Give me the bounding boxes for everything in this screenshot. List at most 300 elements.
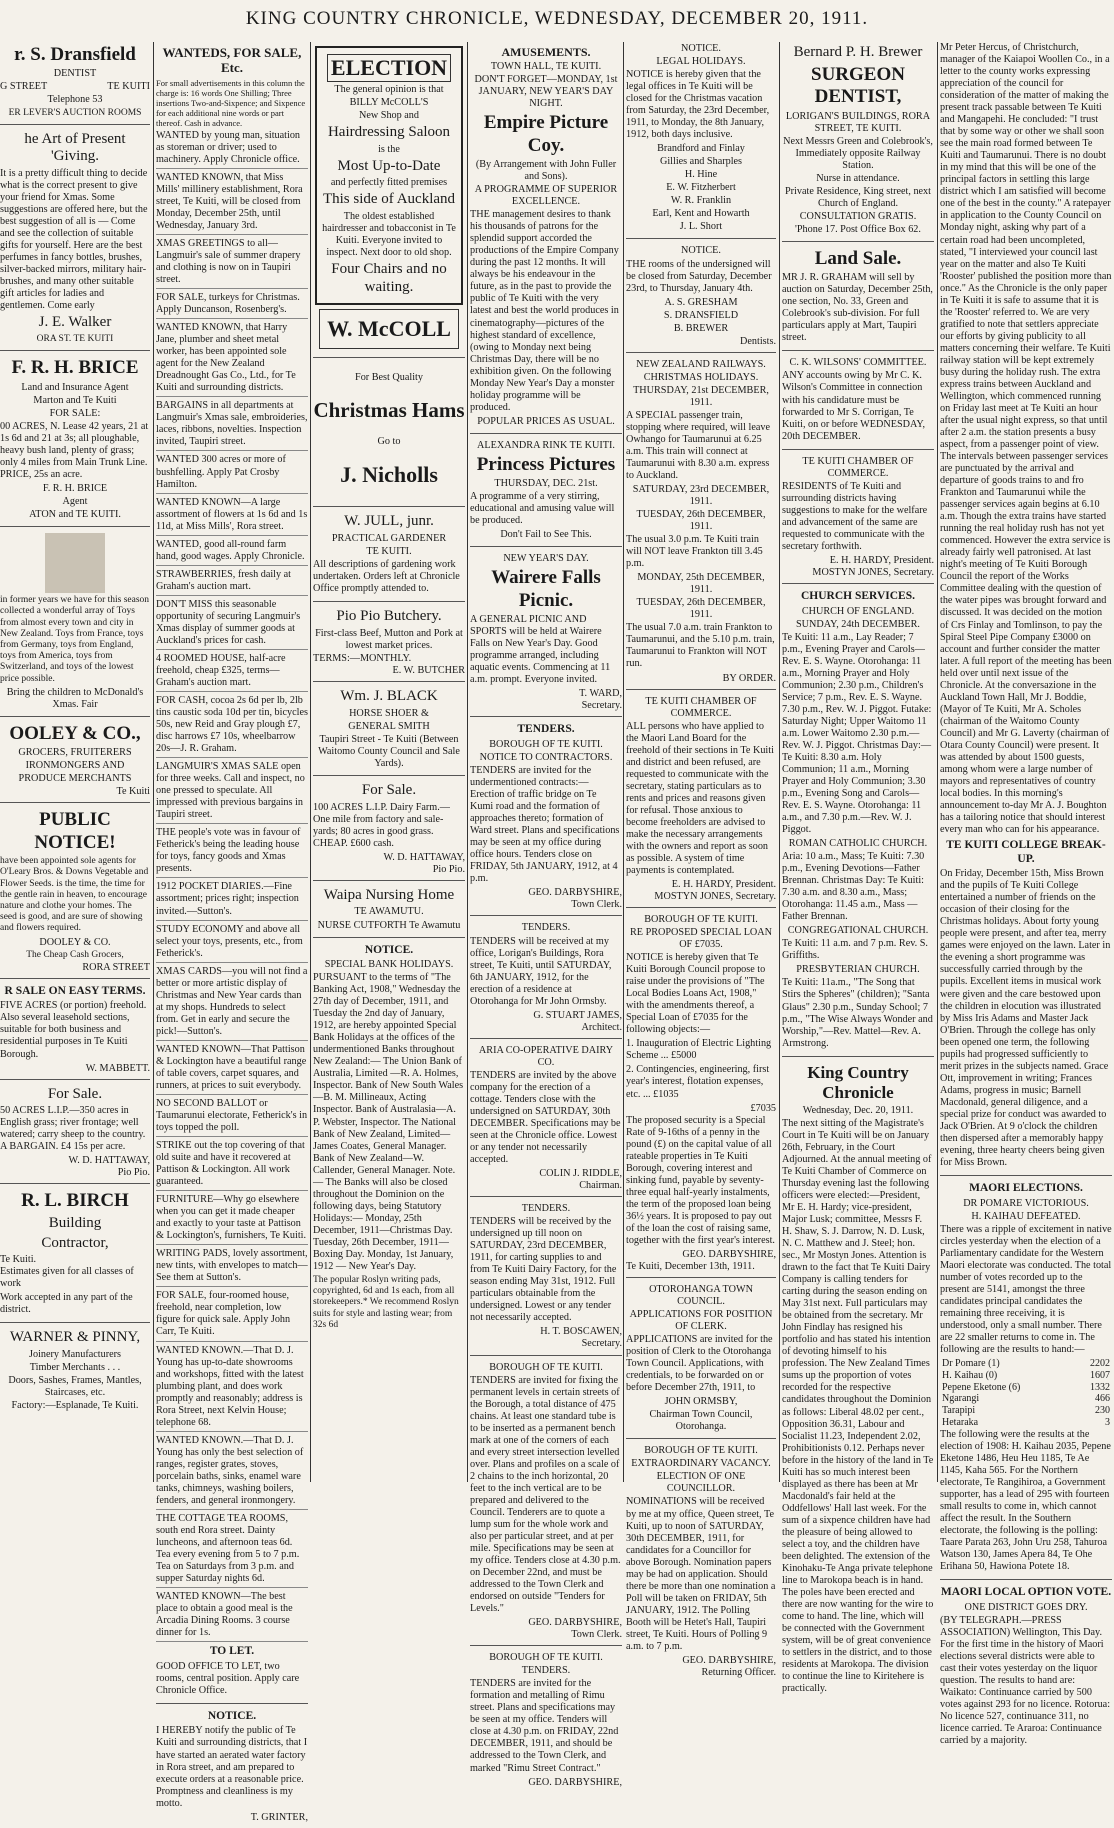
ad-subheading: Marton and Te Kuiti xyxy=(33,394,117,406)
ad-body: TENDERS will be received at my office, Lorigan's Buildings, Rora street, Te Kuiti, until SATURDAY, 6th JANUARY, 1912, for the erection of a residence at Otorohanga for Mr John Ormsby. xyxy=(470,935,612,1007)
ad-subheading: Timber Merchants . . . xyxy=(29,1362,121,1374)
ad-line: The general opinion is that xyxy=(334,83,444,95)
classified-ad: STRIKE out the top covering of that old suite and have it recovered at Pattison & Lockington. All work guaranteed. xyxy=(156,1140,308,1191)
ad-line: Four Chairs and no waiting. xyxy=(331,261,447,295)
ad-body: NOTICE is hereby given that the legal offices in Te Kuiti will be closed for the Christmas vacation from Saturday, the 23rd December, 1911, to Monday, the 8th January, 1912, both days inclusive. xyxy=(626,69,770,141)
ad-heading: Bernard P. H. Brewer xyxy=(793,44,923,60)
ad-line: CONSULTATION GRATIS. xyxy=(799,210,917,222)
ad-line: is the xyxy=(378,143,400,155)
ad-signature: COLIN J. RIDDLE, xyxy=(539,1168,622,1180)
event-date: THURSDAY, 21st DECEMBER, 1911. xyxy=(633,384,769,408)
classified-ad: BARGAINS in all departments at Langmuir's Xmas sale, embroideries, laces, ribbons, novelties. Inspection invited, Taupiri street. xyxy=(156,400,308,451)
for-sale-ad xyxy=(313,782,465,881)
classified-ad: WANTED KNOWN—The best place to obtain a good meal is the Arcadia Dining Rooms. 3 course dinner for 1s. xyxy=(156,1591,308,1642)
column-rule xyxy=(937,42,938,1482)
ad-heading: BOROUGH OF TE KUITI. xyxy=(644,1445,758,1457)
venue: TOWN HALL, TE KUITI. xyxy=(490,61,602,73)
wilson-committee-notice xyxy=(782,357,934,449)
ad-heading: he Art of Present 'Giving. xyxy=(24,130,126,165)
ad-body: 100 ACRES L.I.P. Dairy Farm.—One mile from factory and sale-yards; 80 acres in good grass. CHEAP. £600 cash. xyxy=(313,801,450,849)
to-let-ad xyxy=(156,1645,308,1704)
ad-address: LORIGAN'S BUILDINGS, RORA STREET, TE KUITI. xyxy=(785,110,931,134)
ad-signature: W. D. HATTAWAY, xyxy=(68,1155,150,1167)
ad-body: RESIDENTS of Te Kuiti and surrounding districts having suggestions to make for the welfare and advancement of the same are requested to communicate with the secretary forthwith. xyxy=(782,480,928,552)
ad-signature: MOSTYN JONES, Secretary. xyxy=(812,566,934,578)
signatory-name: Brandford and Finlay xyxy=(657,143,745,155)
ad-body: GOOD OFFICE TO LET, two rooms, central position. Apply care Chronicle Office. xyxy=(156,1660,300,1696)
article-body: On Friday, December 15th, Miss Brown and the pupils of Te Kuiti College entertained a number of friends on the occasion of their closing for the Christmas holidays. About forty young people were present, and after tea, merry games were enjoyed on the lawn. Later in the evening a short programme was successfully carried through by the pupils. Excellent items in musical work were given and the care bestowed upon the children in elocution was illustrated by Miss Iris Adams and Master Jack O'Brien. Through the college has only been opened one term, the following pupils had progressed sufficiently to merit prizes in the subjects named. Grace Ott, improvement in writing; Frances Adams, progress in music; Barnell Macdonald, general diligence, and a special prize for conduct was awarded to Jack O'Brien. At 9 o'clock the children then dispersed after a memorably happy evening, three hearty cheers being given for Miss Brown. xyxy=(940,868,1111,1168)
classified-ad: DON'T MISS this seasonable opportunity of securing Langmuir's Xmas display of summer goods at Auckland's prices for cash. xyxy=(156,599,308,650)
dooley-ad xyxy=(0,723,150,804)
article-heading: MAORI LOCAL OPTION VOTE. xyxy=(940,1586,1112,1599)
classified-ad: 4 ROOMED HOUSE, half-acre freehold, cheap £325, terms—Graham's auction mart. xyxy=(156,653,308,692)
ad-heading: ELECTION xyxy=(327,54,451,82)
editorial xyxy=(782,1063,934,1702)
ad-body: PURSUANT to the terms of "The Banking Act, 1908," Wednesday the 27th day of December, 1911, and Tuesday the 2nd day of January, 1912, are hereby appointed Special Bank Holidays at the offices of the undermentioned Banks throughout New Zealand:— The Union Bank of Australia, Limited —R. A. Holmes, Inspector. Bank of New South Wales—B. M. Millineaux, Acting Inspector. Bank of Australasia—A. P. Webster, Inspector. The National Bank of New Zealand, Limited—James Coates, General Manager. Bank of New Zealand—W. Callender, General Manager. Note.— The Banks will also be closed throughout the Dominion on the following days, being Statutory Holidays:— Monday, 25th December, 1911—Christmas Day. Tuesday, 26th December, 1911—Boxing Day. Monday, 1st January, 1912 — New Year's Day. xyxy=(313,972,464,1272)
classified-ad: WANTED KNOWN—A large assortment of flowers at 1s 6d and 1s 11d, at Miss Mills', Rora street. xyxy=(156,497,308,536)
grinter-notice xyxy=(156,1710,308,1828)
ad-heading: R SALE ON EASY TERMS. xyxy=(4,984,146,997)
ad-prices: POPULAR PRICES AS USUAL. xyxy=(477,415,615,427)
ad-heading: NOTICE. xyxy=(681,245,721,257)
ad-subheading: SURGEON DENTIST, xyxy=(811,63,905,108)
ad-address: RORA STREET xyxy=(82,961,150,973)
ad-signature: JOHN ORMSBY, xyxy=(664,1396,738,1408)
ad-body: have been appointed sole agents for O'Leary Bros. & Downs Vegetable and Flower Seeds. is the time, the time for the gentle rain in heaven, to encourage nature and clothe your homes. The seed is good, and are sure of showing and flowers required. xyxy=(0,856,149,934)
column-7 xyxy=(940,42,1112,1746)
ad-body: All descriptions of gardening work undertaken. Orders left at Chronicle Office promptly attended to. xyxy=(313,559,460,595)
ad-heading: Christmas Hams xyxy=(313,397,465,422)
candidate-name: Hetaraka xyxy=(942,1416,979,1428)
ad-subheading: Joinery Manufacturers xyxy=(29,1349,121,1361)
ad-body: It is a pretty difficult thing to decide what is the correct present to give your friend for Xmas. Some suggestions are offered here, but the best suggestion of all is — Come and see the collection of suitable gifts for yourself. Here are the best perfumes in fancy bottles, brushes, silver-backed mirrors, military hair-brushes, and many other suitable gift articles for ladies and gentlemen. Come early xyxy=(0,168,148,312)
column-5 xyxy=(626,42,776,1678)
ad-body: A GENERAL PICNIC AND SPORTS will be held at Wairere Falls on New Year's Day. Good programme arranged, including aquatic events. Commencing at 11 a.m. prompt. Everyone invited. xyxy=(470,614,611,686)
column-rule xyxy=(623,42,624,1482)
ad-body: TENDERS are invited for fixing the permanent levels in certain streets of the Borough, a total distance of 475 chains. At least one standard tube is to be inserted as a permanent bench mark at one of the corners of each and every street intersection levelled over. Plans and profiles on a scale of 2 chains to the inch horizontal, 20 feet to the inch vertical are to be prepared and delivered to the Council. Tenderers are to quote a lump sum for the whole work and also per particular street, and at per mile. Specifications may be seen at my office. Tenders close at 4.30 p.m. on December 22nd, and must be addressed to the Town Clerk and endorsed on outside "Tenders for Levels." xyxy=(470,1374,621,1615)
loan-item: 2. Contingencies, engineering, first year's interest, flotation expenses, etc. ... £1035 xyxy=(626,1064,770,1100)
jull-ad xyxy=(313,513,465,602)
event-date: THURSDAY, DEC. 21st. xyxy=(494,478,598,490)
ad-location: Te Kuiti. xyxy=(0,1254,37,1266)
ad-heading: Pio Pio Butchery. xyxy=(336,608,442,625)
ad-body: THE management desires to thank his thousands of patrons for the splendid support accorded the productions of the Empire Company during the past 12 months. It will always be his endeavour in the future, as in the past to provide the public of Te Kuiti with the very latest and best the world produces in cinematography—pictures of the highest standard of excellence, (owing to Monday next being Christmas Day, there will be no exhibition given. On the following Monday New Year's Day a monster holiday programme will be produced. xyxy=(470,209,619,413)
maori-elections-article xyxy=(940,1182,1112,1580)
ad-role: Dentists. xyxy=(740,335,776,347)
ad-body: THE rooms of the undersigned will be closed from Saturday, December 23rd, to Thursday, January 4th. xyxy=(626,258,772,294)
ad-heading: C. K. WILSONS' COMMITTEE. xyxy=(789,357,927,369)
ad-heading: R. L. BIRCH xyxy=(21,1190,129,1212)
ad-heading: Land Sale. xyxy=(814,247,902,269)
church-services xyxy=(782,590,934,1057)
ad-signature: E. H. HARDY, President. xyxy=(829,554,934,566)
ad-line: Private Residence, King street, next Church of England. xyxy=(785,185,931,209)
candidate-name: Tarapipi xyxy=(942,1405,976,1417)
ad-body: ALL persons who have applied to the Maori Land Board for the freehold of their sections in Te Kuiti and district and been refused, are requested to communicate with the secretary, stating particulars as to rents and prices and reasons given for refusal. Those anxious to become freeholders are advised to make the necessary arrangements with the owners and report as soon as possible. A system of time payments is contemplated. xyxy=(626,720,774,876)
ad-signature: E. H. HARDY, President. xyxy=(671,879,776,890)
ad-body: Next Messrs Green and Colebrook's, Immediately opposite Railway Station. xyxy=(783,135,933,171)
ad-subheading: HORSE SHOER & xyxy=(349,707,429,719)
ad-heading: W. JULL, junr. xyxy=(344,513,434,530)
ad-body: 00 ACRES, N. Lease 42 years, 21 at 1s 6d and 21 at 3s; all ploughable, heavy bush land, plenty of grass; only 4 miles from Main Trunk Line. PRICE, 25s an acre. xyxy=(0,420,149,480)
ad-role: Chairman Town Council, Otorohanga. xyxy=(649,1409,753,1433)
ad-role: Returning Officer. xyxy=(701,1666,776,1678)
ad-location: Pio Pio. xyxy=(432,863,465,875)
classified-ad: WANTED KNOWN.—That D. J. Young has up-to-date showrooms and workshops, fitted with the latest plumbing plant, and does work promptly and reasonably; address is Rora Street, next Kelvin House; telephone 68. xyxy=(156,1345,308,1432)
ad-body: APPLICATIONS are invited for the position of Clerk to the Otorohanga Town Council. Applications, with credentials, to be forwarded on or before December 27th, 1911, to xyxy=(626,1334,773,1394)
college-article xyxy=(940,839,1112,1176)
dransfield-ad xyxy=(0,44,150,125)
special-loan-notice xyxy=(626,914,776,1278)
ad-signature: GEO. DARBYSHIRE, xyxy=(528,1776,622,1788)
ad-terms: TERMS:—MONTHLY. xyxy=(313,653,412,664)
ad-heading: F. R. H. BRICE xyxy=(11,357,139,379)
ad-subheading: A PROGRAMME OF SUPERIOR EXCELLENCE. xyxy=(474,184,618,208)
signatory-list xyxy=(626,297,776,335)
princess-pictures-ad xyxy=(470,440,622,548)
classified-ad: FOR SALE, four-roomed house, freehold, near completion, low figure for quick sale. Apply John Carr, Te Kuiti. xyxy=(156,1290,308,1341)
wairere-picnic-ad xyxy=(470,553,622,717)
ad-heading: BOROUGH OF TE KUITI. xyxy=(644,914,758,926)
classified-ad: FURNITURE—Why go elsewhere when you can get it made cheaper and exactly to your taste at Pattison & Lockington's, furnishers, Te Kuiti. xyxy=(156,1194,308,1245)
classified-ad: WANTED KNOWN.—That D. J. Young has only the best selection of ranges, register grates, stoves, porcelain baths, sinks, enamel ware tanks, chimneys, washing boilers, fenders, and general ironmongery. xyxy=(156,1435,308,1510)
ad-subheading: TENDERS. xyxy=(521,1665,571,1677)
ad-role: Architect. xyxy=(581,1021,622,1033)
article-heading: MAORI ELECTIONS. xyxy=(969,1181,1083,1194)
ad-subheading: NOTICE TO CONTRACTORS. xyxy=(479,752,613,764)
church-body: Aria: 10 a.m., Mass; Te Kuiti: 7.30 p.m., Evening Devotions—Father Brennan. Christmas Day: Te Kuiti: 7.30 a.m. and 8.30 a.m., Mass; Otorohanga: 11.45 a.m., Mass — Father Brennan. xyxy=(782,851,925,923)
ad-body: NOMINATIONS will be received by me at my office, Queen street, Te Kuiti, up to noon of SATURDAY, 30th DECEMBER, 1911, for candidates for a Councillor for above Borough. Nomination papers may be had on application. Should there be more than one nomination a Poll will be taken on FRIDAY, 5th JANUARY, 1912. The Polling Booth will be Hetet's Hall, Taupiri street, Te Kuiti. Hours of Polling 9 a.m. to 7 p.m. xyxy=(626,1496,776,1652)
ad-signature: GEO. DARBYSHIRE, xyxy=(528,1617,622,1629)
event-date: DON'T FORGET—MONDAY, 1st JANUARY, NEW YEAR'S DAY NIGHT. xyxy=(474,74,618,110)
signatory-name: A. S. GRESHAM xyxy=(664,296,738,308)
ad-date: Te Kuiti, December 13th, 1911. xyxy=(626,1260,755,1272)
ad-line: New Shop and xyxy=(359,110,419,122)
ad-footnote: The popular Roslyn writing pads, copyrighted, 6d and 1s each, from all storekeepers.* We recommend Roslyn suits for style and lasting wear; from 32s 6d xyxy=(313,1274,459,1330)
ad-subheading: (By Arrangement with John Fuller and Sons). xyxy=(475,159,617,183)
vote-count: 466 xyxy=(1095,1393,1110,1405)
brewer-ad xyxy=(782,44,934,242)
for-sale-ad xyxy=(0,1086,150,1185)
ad-heading: NOTICE. xyxy=(364,943,414,956)
column-4 xyxy=(470,42,622,1788)
ad-role: Town Clerk. xyxy=(571,1629,622,1641)
vacancy-notice xyxy=(626,1445,776,1683)
ad-location: Te Kuiti xyxy=(116,786,150,798)
ad-subheading: Building xyxy=(48,1214,102,1231)
chamber-commerce-notice xyxy=(782,456,934,584)
news-body: Mr Peter Hercus, of Christchurch, manager of the Kaiapoi Woollen Co., in a letter to the county works expressing appreciation of the council for consideration of the matter of making the present track passable between Te Kuiti and Mangapehi. He concluded: "I trust that by some way or other we shall soon see the main road formed between Te Kuiti and Taumarunui. There is no doubt in my mind that this will be one of the principal factors in settling this large district which I am satisfied will become one of the best in the county." A ratepayer in application to the County Council on Monday night, asking why part of a certain road had been uncompleted, stated, "I interviewed your council last year on the matter and also Te Kuiti 'Rooster' published the position more than once." As the Chronicle is the only paper in Te Kuiti it is safe to assume that it is the 'Rooster' referred to. We are very gratified to note that settlers appreciate our efforts by giving publicity to all matters concerning their welfare. Te Kuiti railway station will be kept extremely busy during the holiday rush. The extra express trains between Auckland and Wellington, which commenced running on Friday last meet at Te Kuiti an hour after the usual night express, so that until after 2 a.m. the station presents a busy aspect, from a passenger point of view. The intervals between passenger services are punctuated by the arrival and departure of goods trains to and fro Frankton and Taumarunui while the passenger services again begins at 6.10 a.m. Though the extra trains have started running the real holiday rush has not yet commenced. However the extra service is already fairly well patronised. At last night's meeting of Te Kuiti Borough Council the report of the Works Committee dealing with the question of the water pipes was brought forward and discussed. It was decided on the motion of Crs Finlay and Tomlinson, to pay the Spiral Steel Pipe Company £3000 on account and further consider the matter later. A full report of the meeting has been held over until next issue of the Chronicle. At the conversazione in the Auckland Town Hall, Mr J. Boddie, (Mayor of Te Kuiti, Mr A. Scholes (chairman of the Waitomo County Council) and Mr G. Laverty (chairman of Otara County Council) were present. It was attended by about 1500 guests, among whom were a large number of mayors and representatives of country local bodies. In this morning's announcement to-day Mr A. J. Boughton has a tailoring notice that should interest every man who can for his appearance. xyxy=(940,42,1112,836)
ad-heading: WARNER & PINNY, xyxy=(9,1329,141,1346)
contractors-notice xyxy=(470,739,622,916)
ad-body: Estimates given for all classes of work xyxy=(0,1266,134,1290)
ad-signature: T. WARD, xyxy=(579,688,622,700)
ad-role: Secretary. xyxy=(581,700,622,712)
ad-subheading: SPECIAL BANK HOLIDAYS. xyxy=(324,959,454,971)
table-row xyxy=(940,1370,1112,1382)
signatory-name: Earl, Kent and Howarth xyxy=(652,208,750,220)
rimu-street-tender xyxy=(470,1652,622,1792)
ad-heading: For Sale. xyxy=(361,781,417,798)
ad-line: Go to xyxy=(377,436,401,448)
ad-heading: TENDERS. xyxy=(521,922,571,934)
ad-signature: J. E. Walker xyxy=(38,314,112,331)
ad-role: Chairman. xyxy=(579,1180,622,1192)
column-3 xyxy=(313,42,465,1482)
church-body: Te Kuiti: 11a.m., "The Song that Stirs the Spheres" (children); "Santa Glaus" 2.30 p.m., Sunday School; 7 p.m., "The Wise Always Wonder and Worship,"—Rev. Mattel—Rev. A. Armstrong. xyxy=(782,977,933,1049)
vote-count: 1332 xyxy=(1090,1381,1110,1393)
bank-holidays-notice xyxy=(313,944,465,1337)
local-option-article xyxy=(940,1586,1112,1753)
ad-signature: G. STUART JAMES, xyxy=(533,1009,622,1021)
article-body: There was a ripple of excitement in native circles yesterday when the election of a Parliamentary candidate for the Western Maori electorate was conducted. The total number of votes recorded up to the present are 5141, amongst the three candidates principal candidates the remaining three receiving, it is understood, only a small number. There are 22 smaller returns to come in. The following are the results to hand:— xyxy=(940,1223,1112,1355)
ad-body: I HEREBY notify the public of Te Kuiti and surrounding districts, that I have started an aerated water factory in Rora street, and am prepared to execute orders at a reasonable price. Promptness and cleanliness is my motto. xyxy=(156,1725,308,1809)
ad-signature: GEO. DARBYSHIRE, xyxy=(682,1654,776,1666)
classified-ad: STUDY ECONOMY and above all select your toys, presents, etc., from Fetherick's. xyxy=(156,924,308,963)
ad-subheading: PRACTICAL GARDENER xyxy=(331,533,447,545)
ad-body: Doors, Sashes, Frames, Mantles, Staircases, etc. xyxy=(8,1375,142,1399)
classified-ad: WANTED KNOWN, that Miss Mills' millinery establishment, Rora street, Te Kuiti, will be closed from Monday, December 25th, until Wednesday, January 3rd. xyxy=(156,172,308,235)
mccoll-ad xyxy=(313,309,465,358)
ad-telephone: Telephone 53 xyxy=(47,94,103,106)
ad-note: ER LEVER'S AUCTION ROOMS xyxy=(8,107,142,118)
column-rule xyxy=(153,42,154,1482)
column-rule xyxy=(779,42,780,1482)
ad-body: 50 ACRES L.I.P.—350 acres in English grass; river frontage; well watered; carry sheep to the country. A BARGAIN. £4 15s per acre. xyxy=(0,1105,146,1153)
ad-heading: Wairere Falls Picnic. xyxy=(491,567,601,611)
ad-location: Pio Pio. xyxy=(117,1167,150,1179)
ad-signature: BY ORDER. xyxy=(722,672,776,684)
legal-holidays-notice xyxy=(626,43,776,239)
candidate-name: H. Kaihau (0) xyxy=(942,1369,998,1381)
land-sale-ad xyxy=(782,248,934,352)
signatory-name: H. Hine xyxy=(684,169,718,181)
ad-heading: TENDERS. xyxy=(521,1203,571,1215)
ad-body: FIVE ACRES (or portion) freehold. Also several leasehold sections, suitable for both business and residential purposes in Te Kuiti Borough. xyxy=(0,1000,147,1060)
ad-heading: BOROUGH OF TE KUITI. xyxy=(489,739,603,751)
ad-signature: GEO. DARBYSHIRE, xyxy=(528,887,622,899)
ad-signature: DOOLEY & CO. xyxy=(39,936,111,948)
santa-illustration xyxy=(45,533,105,593)
ad-subheading: APPLICATIONS FOR POSITION OF CLERK. xyxy=(629,1309,773,1333)
loan-total: £7035 xyxy=(750,1102,776,1114)
ad-body: The usual 7.0 a.m. train Frankton to Taumarunui, and the 5.10 p.m. train, Taumarunui to Frankton will NOT run. xyxy=(626,622,775,670)
column-1 xyxy=(0,42,150,1482)
article-body: (BY TELEGRAPH.—PRESS ASSOCIATION) Wellington, This Day. For the first time in the history of Maori elections several districts were able to cast their votes yesterday on the liquor question. The results to hand are: Waikato: Continuance carried by 500 votes against 293 for no licence. Rotorua: No licence 527, continuance 311, no licence carried. Te Araroa: Continuance carried by a majority. xyxy=(940,1614,1111,1746)
candidate-name: Ngarangi xyxy=(942,1393,980,1405)
column-2 xyxy=(156,42,308,1823)
event-date: TUESDAY, 26th DECEMBER, 1911. xyxy=(636,509,766,533)
signatory-name: B. BREWER xyxy=(673,322,729,334)
nicholls-ad xyxy=(313,372,465,508)
ad-subheading: The Cheap Cash Grocers, xyxy=(26,949,124,960)
ad-heading: BOROUGH OF TE KUITI. xyxy=(489,1652,603,1664)
xmas-fair-ad xyxy=(0,533,150,717)
classified-ad: THE COTTAGE TEA ROOMS, south end Rora street. Dainty luncheons, and afternoon teas 6d. Tea every evening from 5 to 7 p.m. Tea on Saturdays from 3 p.m. and supper Saturday nights 6d. xyxy=(156,1513,308,1588)
masthead: KING COUNTRY CHRONICLE, WEDNESDAY, DECEMBER 20, 1911. xyxy=(245,8,869,29)
ad-heading: NEW ZEALAND RAILWAYS. xyxy=(636,358,766,370)
ad-subheading: GROCERS, FRUITERERS xyxy=(18,747,132,759)
table-row xyxy=(940,1393,1112,1405)
table-row xyxy=(940,1417,1112,1429)
ad-signature: MOSTYN JONES, Secretary. xyxy=(654,891,776,903)
ad-subheading: IRONMONGERS AND xyxy=(25,760,125,772)
event-date: NEW YEAR'S DAY. xyxy=(503,553,589,565)
ad-body: Taupiri Street - Te Kuiti (Between Waitomo County Council and Sale Yards). xyxy=(318,733,460,769)
ad-heading: TE KUITI CHAMBER OF COMMERCE. xyxy=(802,455,914,479)
ad-address-street: G STREET xyxy=(0,81,48,93)
classified-ad: STRAWBERRIES, fresh daily at Graham's auction mart. xyxy=(156,569,308,596)
ad-address: Factory:—Esplanade, Te Kuiti. xyxy=(11,1400,139,1412)
ad-subheading: ELECTION OF ONE COUNCILLOR. xyxy=(656,1471,746,1495)
ad-body: TENDERS will be received by the undersigned up till noon on SATURDAY, 23rd DECEMBER, 1911, for carting supplies to and from Te Kuiti Dairy Factory, for the season ending May 31st, 1912. Full particulars obtainable from the undersigned. Lowest or any tender not necessarily accepted. xyxy=(470,1216,617,1324)
ad-subheading: CHRISTMAS HOLIDAYS. xyxy=(643,371,759,383)
classified-ad: XMAS GREETINGS to all—Langmuir's sale of summer drapery and clothing is now on in Taupiri street. xyxy=(156,238,308,289)
ad-line: BILLY McCOLL'S xyxy=(349,96,429,108)
ad-line: NURSE CUTFORTH Te Awamutu xyxy=(317,919,461,931)
ad-line: 'Phone 17. Post Office Box 62. xyxy=(795,223,921,235)
table-row xyxy=(940,1382,1112,1394)
ad-signature: J. Nicholls xyxy=(340,462,438,488)
ad-signature: E. W. BUTCHER xyxy=(392,665,465,677)
ad-body: First-class Beef, Mutton and Pork at lowest market prices. xyxy=(315,627,463,651)
ad-signature: T. GRINTER, xyxy=(250,1811,308,1823)
nursing-home-ad xyxy=(313,887,465,938)
article-heading: TE KUITI COLLEGE BREAK-UP. xyxy=(946,839,1106,865)
aria-dairy-tender xyxy=(470,1045,622,1197)
ad-subheading: LEGAL HOLIDAYS. xyxy=(656,56,746,68)
ad-heading: For Sale. xyxy=(47,1085,103,1102)
section-heading: CHURCH SERVICES. xyxy=(801,589,915,602)
otorohanga-council-notice xyxy=(626,1284,776,1439)
table-row xyxy=(940,1405,1112,1417)
ad-subheading: Contractor, xyxy=(41,1234,109,1251)
event-date: SATURDAY, 23rd DECEMBER, 1911. xyxy=(632,484,770,508)
piopio-butchery-ad xyxy=(313,608,465,682)
public-notice xyxy=(0,809,150,979)
ad-line: and perfectly fitted premises xyxy=(330,177,448,189)
signatory-name: Gillies and Sharples xyxy=(659,156,743,168)
vote-count: 230 xyxy=(1095,1405,1110,1417)
article-body: The following were the results at the election of 1908: H. Kaihau 2035, Pepene Eketone 1486, Heu Heu 1185, Te Ae 1145, Kaha 565. For the Northern electorate, Te Rangihiroa, a Government supporter, has a lead of 295 with fourteen small results to come in, which cannot affect the result. In the Southern electorate, the following is the polling: Taare Parata 263, John Uru 258, Tahuroa Watson 130, James Apera 84, Te Ohe Erihana 50, Hawiona Potete 18. xyxy=(940,1428,1111,1573)
ad-address xyxy=(0,81,150,93)
classified-ad: WANTED by young man, situation as storeman or driver; used to machinery. Apply Chronicle office. xyxy=(156,130,308,169)
ad-body: TENDERS are invited for the undermentioned contracts:— Erection of traffic bridge on Te Kumi road and the formation of approaches thereto; formation of Ward street. Plans and specifications may be seen at my office during office hours. Tenders close on FRIDAY, 5th JANUARY, 1912, at 4 p.m. xyxy=(470,765,620,885)
ad-body: The oldest established hairdresser and tobacconist in Te Kuiti. Everyone invited to inspect. Next door to old shop. xyxy=(322,211,456,259)
ad-heading: r. S. Dransfield xyxy=(14,44,136,65)
classified-ad: LANGMUIR'S XMAS SALE open for three weeks. Call and inspect, no one pressed to speculate. All impressed with previous bargains in Taupiri street. xyxy=(156,761,308,824)
ad-line: Most Up-to-Date xyxy=(337,157,441,174)
loan-item: 1. Inauguration of Electric Lighting Scheme ... £5000 xyxy=(626,1038,772,1062)
classified-ads-list xyxy=(156,130,308,1643)
signatory-name: J. L. Short xyxy=(679,221,723,233)
ad-heading: TE KUITI CHAMBER OF COMMERCE. xyxy=(645,695,757,719)
ad-location: TE AWAMUTU. xyxy=(354,906,424,918)
venue: ALEXANDRA RINK TE KUITI. xyxy=(477,439,615,451)
classifieds-header: WANTEDS, FOR SALE, Etc. xyxy=(162,45,302,76)
vote-count: 1607 xyxy=(1090,1369,1110,1381)
ad-body: The proposed security is a Special Rate of 9-16ths of a penny in the pound (£) on the capital value of all rateable properties in Te Kuiti Borough, covering interest and sinking fund, payable by seventy-three equal half-yearly instalments, the term of the proposed loan being 36½ years. It is proposed to pay out of the loan the cost of raising same, together with the first year's interest. xyxy=(626,1114,775,1246)
ad-body: NOTICE is hereby given that Te Kuiti Borough Council propose to raise under the provisions of "The Local Bodies Loans Act, 1908," with the amendments thereof, a Special Loan of £7035 for the following objects:— xyxy=(626,952,766,1036)
ad-heading: ARIA CO-OPERATIVE DAIRY CO. xyxy=(478,1044,614,1068)
ad-body: The usual 3.0 p.m. Te Kuiti train will NOT leave Frankton till 3.45 p.m. xyxy=(626,534,763,570)
ad-body: Work accepted in any part of the district. xyxy=(0,1292,133,1316)
church-body: Te Kuiti: 11 a.m. and 7 p.m. Rev. S. Griffiths. xyxy=(782,938,928,962)
ad-signature: W. D. HATTAWAY, xyxy=(383,851,465,863)
newspaper-nameplate: King Country Chronicle xyxy=(807,1062,909,1102)
ad-line: Nurse in attendance. xyxy=(816,172,900,184)
column-rule xyxy=(467,42,468,1482)
ad-heading: OOLEY & CO., xyxy=(9,722,141,744)
ad-signature: GEO. DARBYSHIRE, xyxy=(682,1248,776,1260)
ad-role: Agent xyxy=(62,496,88,508)
event-date: SUNDAY, 24th DECEMBER. xyxy=(796,618,920,630)
classified-ad: WANTED KNOWN, that Harry Jane, plumber and sheet metal worker, has been appointed sole agent for the New Zealand Dreadnought Gas Co., Ltd., for Te Kuiti and surrounding districts. xyxy=(156,322,308,397)
ad-address-town: TE KUITI xyxy=(107,81,150,93)
classifieds-intro: For small advertisements in this column the charge is: 16 words One Shilling; Three insertions Two-and-Sixpence; and Sixpence for each additional nine words or part thereof. Cash in advance. xyxy=(156,77,306,128)
election-ad xyxy=(315,46,463,305)
ad-line: This side of Auckland xyxy=(322,191,456,208)
ad-subheading: RE PROPOSED SPECIAL LOAN OF £7035. xyxy=(630,927,772,951)
ad-heading: W. McCOLL xyxy=(319,309,459,349)
ad-subheading: FOR SALE: xyxy=(49,407,101,419)
brice-ad xyxy=(0,357,150,527)
church-name: CONGREGATIONAL CHURCH. xyxy=(787,925,929,937)
event-date: MONDAY, 25th DECEMBER, 1911. xyxy=(637,572,765,596)
ad-subheading: EXTRAORDINARY VACANCY. xyxy=(631,1458,771,1470)
editorial-body: The next sitting of the Magistrate's Court in Te Kuiti will be on January 26th, February, in the Court Adjourned. At the annual meeting of Te Kuiti Chamber of Commerce on Thursday evening last the following officers were elected:—President, Mr E. H. Hardy; vice-president, Major Lusk; committee, Messrs F. H. Shaw, S. J. Darrow, N. D. Lusk, N. C. Matthew and J. Steel; hon. sec., Mr Mostyn Jones. Attention is drawn to the fact that Te Kuiti Dairy Company is calling tenders for carting during the season ending on May 31st next. Full particulars may be obtained from the secretary. Mr John Findlay has resigned his portfolio and has stated his intention of devoting himself to his profession. The New Zealand Times sums up the proportion of votes recorded for the respective candidates throughout the Dominion as follows: Liberal 48.02 per cent., Opposition 36.31, Labour and Socialist 11.23, Independent 2.02, Prohibitionists 0.12. Perhaps never before in the history of the land in Te Kuiti has so much interest been displayed as there has been at Mr Macdonald's fair held at the Oddfellows' Hall last week. For the sum of a sixpence children have had the pleasure of being allowed to select a toy, and the children have been delighted. The extension of the Kinohaku-Te Anga private telephone line to Marokopa beach is in hand. The poles have been erected and there are now wanting for the wire to come to hand. The line, which will be connected with the Government system, will be of great convenience to settlers in the district, and to those residents at Marokopa. The division to continue the line to Kiritehere is practically. xyxy=(782,1117,934,1695)
empire-pictures-ad xyxy=(470,112,622,434)
ad-heading: Wm. J. BLACK xyxy=(340,688,438,705)
ad-body: MR J. R. GRAHAM will sell by auction on Saturday, December 25th, one section, No. 33, Green and Colebrook's sub-division. For full particulars apply at Mart, Taupiri street. xyxy=(782,272,933,344)
ad-signature: H. T. BOSCAWEN, xyxy=(540,1326,622,1338)
classified-ad: FOR SALE, turkeys for Christmas. Apply Duncanson, Rosenberg's. xyxy=(156,292,308,319)
church-body: Te Kuiti: 11 a.m., Lay Reader; 7 p.m., Evening Prayer and Carols—Rev. E. S. Wayne. Otorohanga: 11 a.m., Morning Prayer and Holy Communion; 2.30 p.m., Children's Service; 7 p.m., Rev. E. S. Wayne. 7.30 p.m., Rev. W. J. Piggot. Futake: Saturday Night; Upper Waitomo 11 a.m. Lower Waitomo 2.30 p.m.—Rev. W. J. Piggot. Christmas Day:—Te Kuiti: 8.30 a.m. Holy Communion; 11 a.m., Morning Prayer and Holy Communion; 3.30 p.m., Evening Song and Carols—Rev. E. S. Wayne. Otorohanga: 11 a.m., and 7.30 p.m.—Rev. W. J. Piggot. xyxy=(782,631,932,836)
dentists-notice xyxy=(626,245,776,352)
classified-ad: 1912 POCKET DIARIES.—Fine assortment; prices right; inspection invited.—Sutton's. xyxy=(156,881,308,920)
ad-heading: PUBLIC NOTICE! xyxy=(34,809,116,853)
carting-tender xyxy=(470,1203,622,1355)
vote-count: 3 xyxy=(1105,1416,1110,1428)
column-rule xyxy=(310,42,311,1482)
ad-body: in former years we have for this season collected a wonderful array of Toys from almost every town and city in New Zealand. Toys from France, toys from Germany, toys from England, toys from America, toys from Switzerland, and toys of the lowest price possible. xyxy=(0,595,150,684)
church-name: CHURCH OF ENGLAND. xyxy=(801,605,915,617)
ad-tagline: Don't Fail to See This. xyxy=(500,529,592,541)
signatory-list xyxy=(626,143,776,233)
ad-heading: NOTICE. xyxy=(681,43,721,54)
ad-subheading: Land and Insurance Agent xyxy=(21,381,129,393)
candidate-name: Pepene Eketone (6) xyxy=(942,1381,1021,1393)
signatory-name: W. R. Franklin xyxy=(670,195,732,207)
ad-body: TENDERS are invited for the formation and metalling of Rimu street. Plans and specifications may be seen at my office. Tenders will close at 4.30 p.m. on FRIDAY, 22nd DECEMBER, 1911, and should be addressed to the Town Clerk, and marked "Rimu Street Contract." xyxy=(470,1678,619,1774)
classified-ad: THE people's vote was in favour of Fetherick's being the leading house for toys, fancy goods and Xmas presents. xyxy=(156,827,308,878)
ad-subheading: GENERAL SMITH xyxy=(348,720,430,732)
ad-address: ORA ST. TE KUITI xyxy=(36,334,114,345)
railways-notice xyxy=(626,359,776,690)
article-subheading: DR POMARE VICTORIOUS. xyxy=(963,1197,1089,1209)
chamber-commerce-notice xyxy=(626,696,776,909)
birch-ad xyxy=(0,1190,150,1323)
classified-ad: WANTED 300 acres or more of bushfelling. Apply Pat Crosby Hamilton. xyxy=(156,454,308,493)
ad-role: Town Clerk. xyxy=(571,899,622,911)
ad-body: A programme of a very stirring, educational and amusing value will be produced. xyxy=(470,491,615,527)
classified-ad: WRITING PADS, lovely assortment, new tints, with envelopes to match—See them at Sutton's. xyxy=(156,1248,308,1287)
classified-ad: WANTED, good all-round farm hand, good wages. Apply Chronicle. xyxy=(156,539,308,566)
edition-date: Wednesday, Dec. 20, 1911. xyxy=(802,1104,914,1116)
section-heading: AMUSEMENTS. xyxy=(501,45,591,59)
article-subheading: ONE DISTRICT GOES DRY. xyxy=(964,1601,1088,1613)
ad-subheading: DENTIST xyxy=(53,68,97,80)
